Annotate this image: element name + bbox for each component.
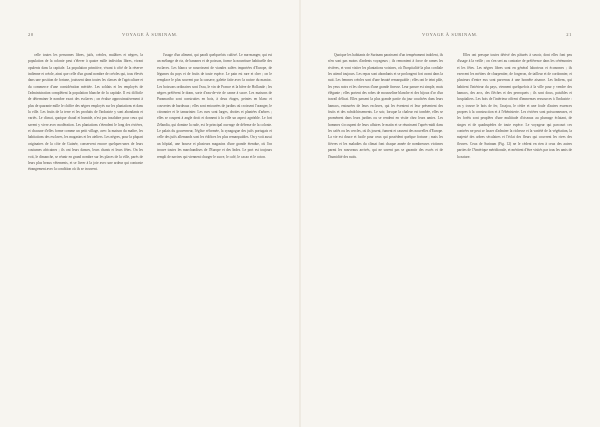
left-column-1-text: celle toutes les personnes libres, juifs, créoles, mulâtres et nègres, la population de la colonie peut s'élever à quatre mille individus libres, vivant opulents dans la capitale. La population primitive, vivant à côté de la réserve indienne et créole, ainsi que celle d'un grand nombre de créoles qui, tous élevés dans une position de fortune, jouissent dans toutes les classes de l'agriculture et du commerce d'une considération méritée. Les soldats et les employés de l'administration complètent la population blanche de la capitale. Il est difficile de déterminer le nombre exact des esclaves ; on évalue approximativement à plus de quarante mille le chiffre des nègres employés sur les plantations et dans la ville. Les fruits de la terre et les produits de l'industrie y sont abondants et variés. Le climat, quoique chaud et humide, n'est pas insalubre pour ceux qui savent y vivre avec modération. Les plantations s'étendent le long des rivières, et chacune d'elles forme comme un petit village, avec la maison du maître, les habitations des esclaves, les magasins et les ateliers. Les nègres, pour la plupart originaires de la côte de Guinée, conservent encore quelques-unes de leurs coutumes africaines ; ils ont leurs danses, leurs chants et leurs fêtes. On les voit, le dimanche, se réunir en grand nombre sur les places de la ville, parés de leurs plus beaux vêtements, et se livrer à la joie avec une ardeur qui contraste étrangement avec la condition où ils se trouvent.	[28, 53, 143, 172]
left-column-1	[28, 52, 143, 391]
right-column-1-text: Quoique les habitants de Surinam paraissent d'un tempérament indolent, ils n'en sont pas moins d'ardents voyageurs ; ils remontent à force de rames les rivières, et vont visiter les plantations voisines, où l'hospitalité la plus cordiale les attend toujours. Les repas sont abondants et se prolongent fort avant dans la nuit. Les femmes créoles sont d'une beauté remarquable ; elles ont le teint pâle, les yeux noirs et les cheveux d'une grande finesse. Leur parure est simple, mais élégante ; elles portent des robes de mousseline blanche et des bijoux d'or d'un travail délicat. Elles passent la plus grande partie du jour couchées dans leurs hamacs, entourées de leurs esclaves, qui les éventent et leur présentent des fruits et des rafraîchissements. Le soir, lorsque la chaleur est tombée, elles se promènent dans leurs jardins ou se rendent en visite chez leurs amies. Les hommes s'occupent de leurs affaires le matin et se réunissent l'après-midi dans les cafés ou les cercles, où ils jouent, fument et causent des nouvelles d'Europe. La vie est douce et facile pour ceux qui possèdent quelque fortune ; mais les fièvres et les maladies du climat font chaque année de nombreuses victimes parmi les nouveaux arrivés, qui ne savent pas se garantir des excès et de l'humidité des nuits.	[328, 53, 443, 159]
left-running-head: VOYAGE À SURINAM.	[121, 32, 179, 37]
right-column-1	[328, 52, 443, 391]
right-column-2	[457, 52, 572, 391]
left-column-2	[157, 52, 272, 391]
right-column-2-text: Elles ont presque toutes dérivé des pâturés à savoir, dont elles font peu d'usage à la veille ; on s'en sert au contraire de préférence dans les cérémonies et les fêtes. Les nègres libres sont en général laborieux et économes ; ils exercent les métiers de charpentier, de forgeron, de tailleur et de cordonnier, et plusieurs d'entre eux sont parvenus à une honnête aisance. Les Indiens, qui habitent l'intérieur du pays, viennent quelquefois à la ville pour y vendre des hamacs, des arcs, des flèches et des perroquets ; ils sont doux, paisibles et hospitaliers. Les bois de l'intérieur offrent d'immenses ressources à l'industrie : on y trouve le bois de fer, l'acajou, le cèdre et une foule d'autres essences propres à la construction et à l'ébénisterie. Les rivières sont poissonneuses, et les forêts sont peuplées d'une multitude d'oiseaux au plumage éclatant, de singes et de quadrupèdes de toute espèce. Le voyageur qui parcourt ces contrées ne peut se lasser d'admirer la richesse et la variété de la végétation, la majesté des arbres séculaires et l'éclat des fleurs qui couvrent les rives des fleuves. Ceux de Surinam (Fig. 12) ne le cèdent en rien à ceux des autres parties de l'Amérique méridionale, et méritent d'être visités par tous les amis de la nature.	[457, 53, 572, 159]
left-page-header	[28, 32, 272, 42]
right-page-columns	[328, 52, 572, 391]
left-column-2-text: l'usage d'un aliment, qui paraît quelquefois cultivé. Le ma-manger, qui est un mélange de riz, de bananes et de poisson, forme la nourriture habituelle des esclaves. Les blancs se nourrissent de viandes salées importées d'Europe, de légumes du pays et de fruits de toute espèce. Le pain est rare et cher ; on le remplace le plus souvent par la cassave, galette faite avec la racine du manioc. Les boissons ordinaires sont l'eau, le vin de France et la bière de Hollande ; les nègres préfèrent le dram, sorte d'eau-de-vie de canne à sucre. Les maisons de Paramaribo sont construites en bois, à deux étages, peintes en blanc et couvertes de bardeaux ; elles sont entourées de jardins où croissent l'oranger, le citronnier et le tamarinier. Les rues sont larges, droites et plantées d'arbres ; elles se coupent à angle droit et donnent à la ville un aspect agréable. Le fort Zélandia, qui domine la rade, est le principal ouvrage de défense de la colonie. Le palais du gouverneur, l'église réformée, la synagogue des juifs portugais et celle des juifs allemands sont les édifices les plus remarquables. On y voit aussi un hôpital, une bourse et plusieurs magasins d'une grande étendue, où l'on trouve toutes les marchandises de l'Europe et des Indes. Le port est toujours rempli de navires qui viennent charger le sucre, le café, le cacao et le coton.	[157, 53, 272, 159]
right-page-number: 21	[566, 32, 572, 37]
right-page	[300, 0, 600, 427]
right-running-head: VOYAGE À SURINAM.	[421, 32, 479, 37]
right-page-header	[328, 32, 572, 42]
left-page-number: 20	[28, 32, 34, 37]
left-page-columns	[28, 52, 272, 391]
